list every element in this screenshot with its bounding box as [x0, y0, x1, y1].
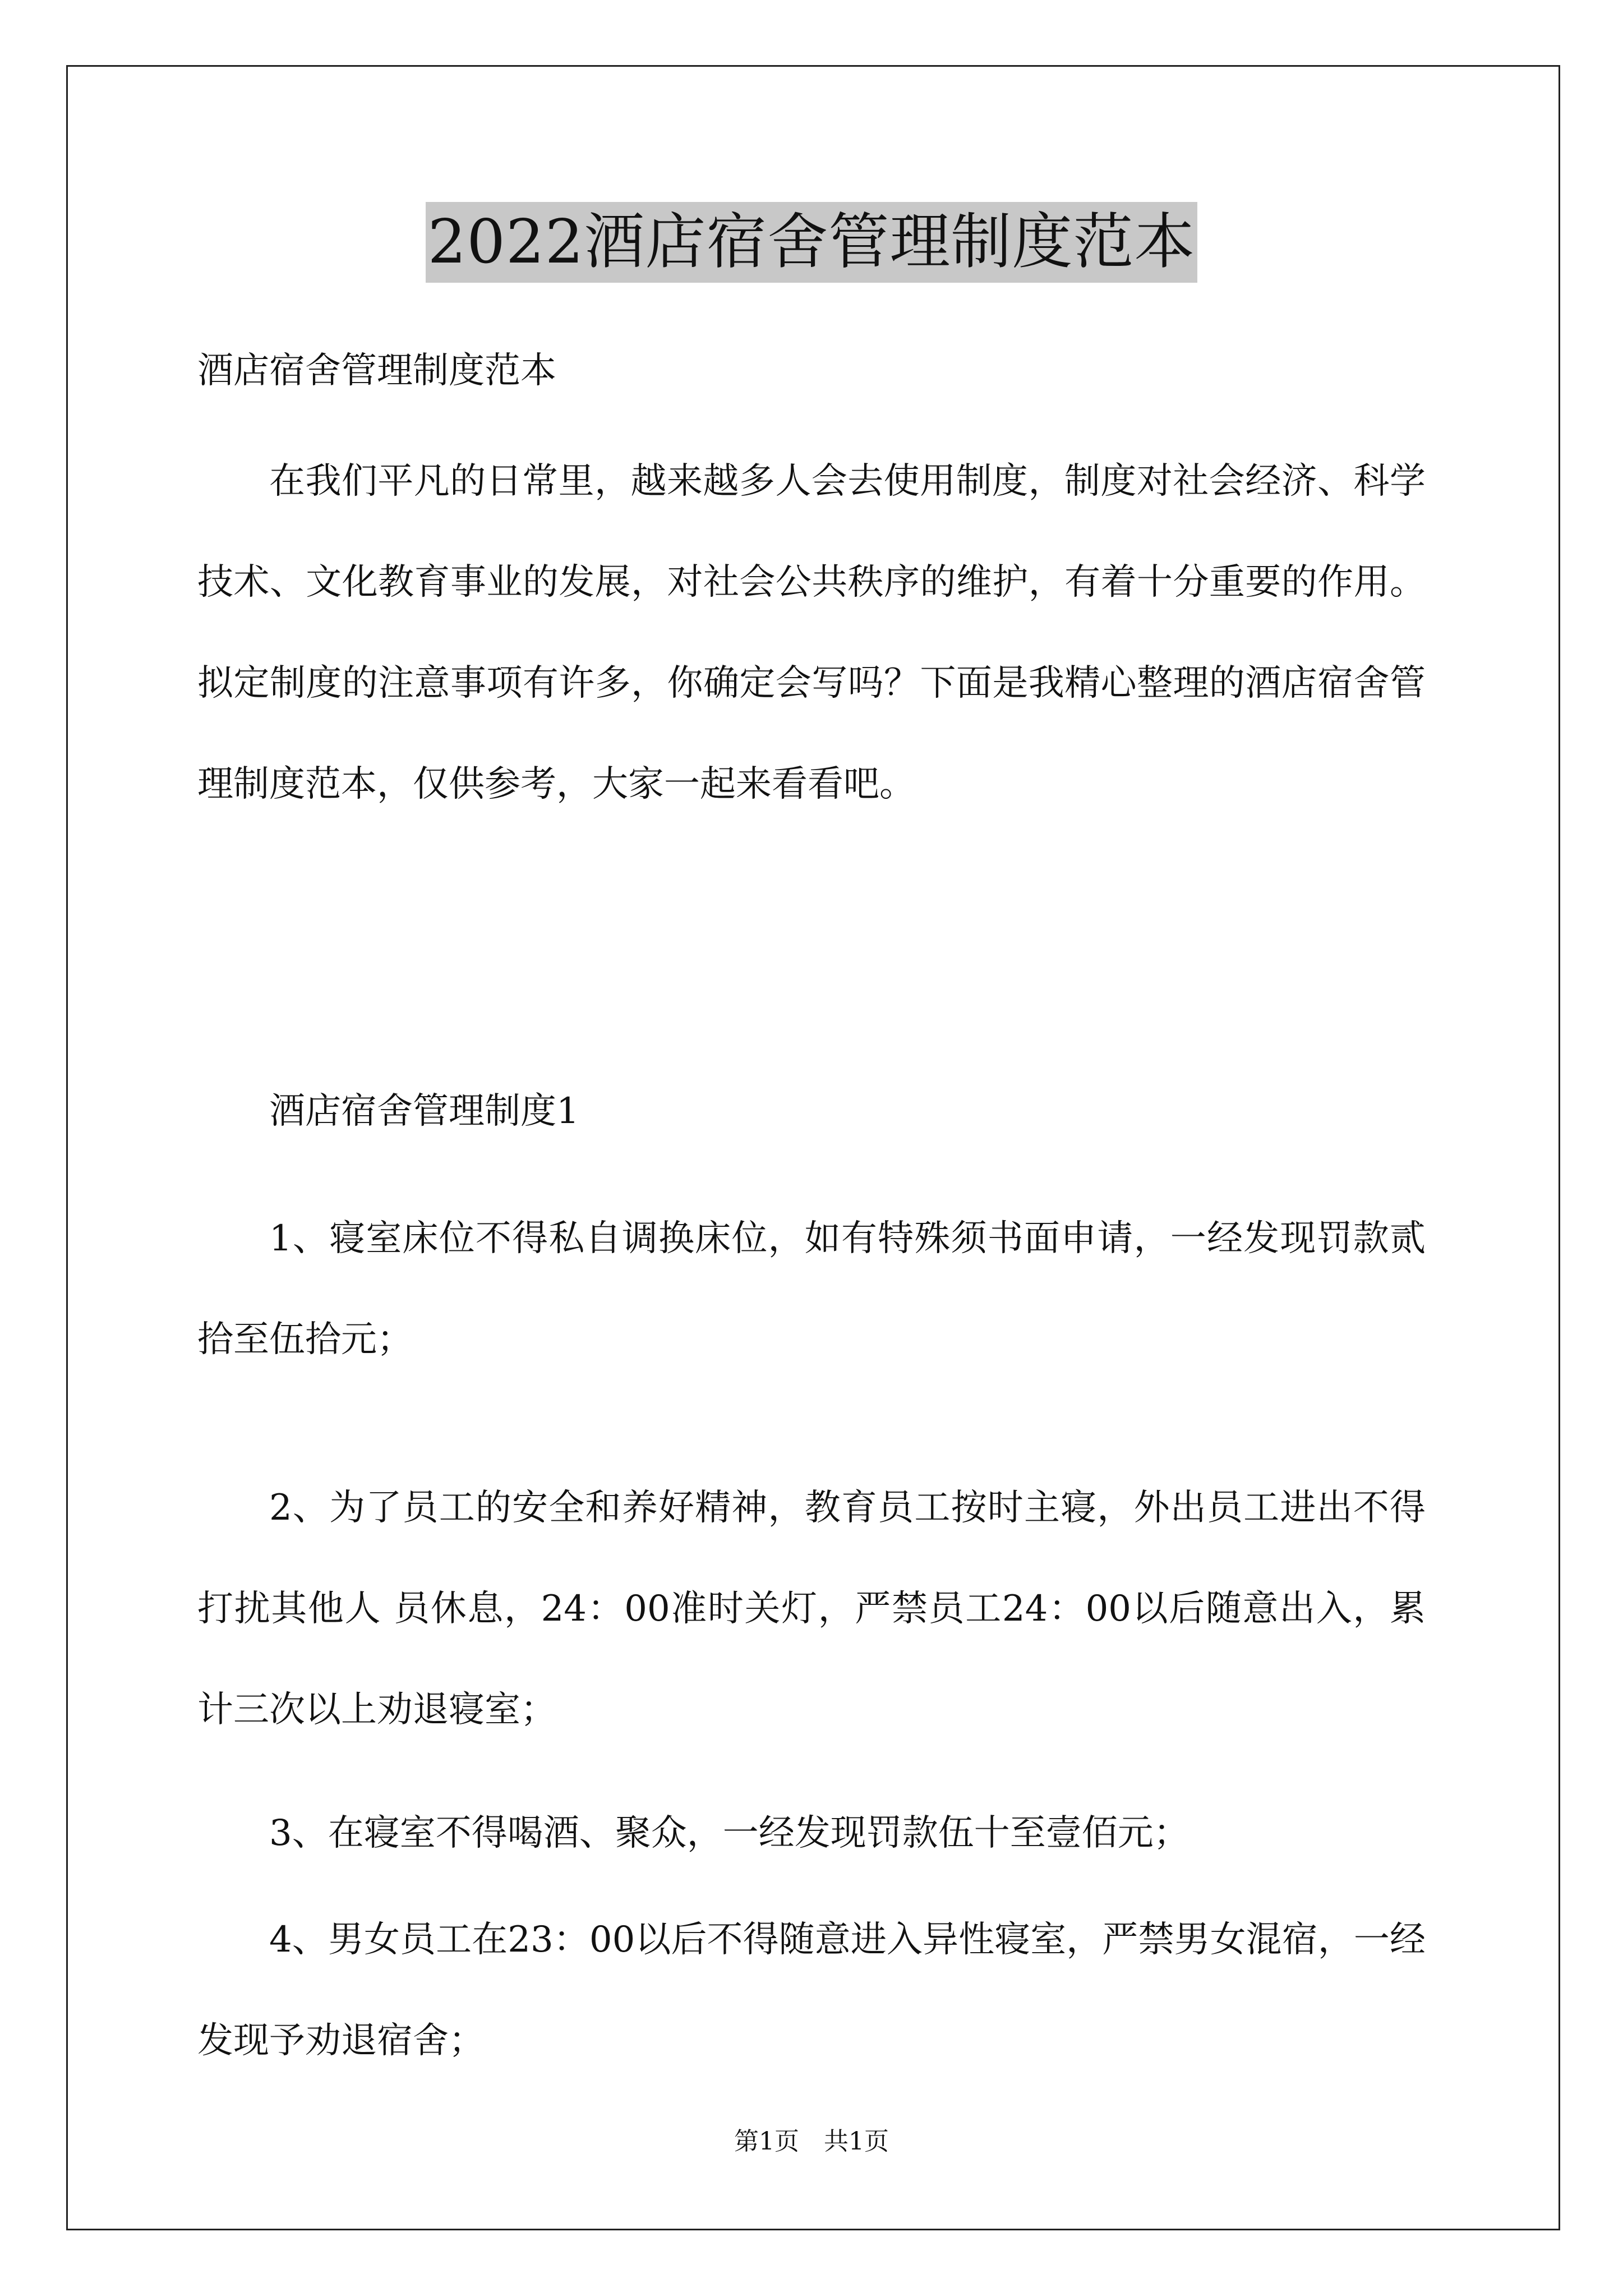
intro-paragraph: 在我们平凡的日常里，越来越多人会去使用制度，制度对社会经济、科学技术、文化教育事业的发展，对社会公共秩序的维护，有着十分重要的作用。拟定制度的注意事项有许多，你确定会写吗？下面是我精心整理的酒店宿舍管理制度范本，仅供参考，大家一起来看看吧。 — [197, 461, 1426, 805]
title-container — [0, 202, 1623, 283]
document-title: 2022酒店宿舍管理制度范本 — [426, 202, 1198, 283]
rule-item: 3、在寝室不得喝酒、聚众，一经发现罚款伍十至壹佰元； — [269, 1812, 1189, 1854]
rule-item: 2、为了员工的安全和养好精神，教育员工按时主寝，外出员工进出不得打扰其他人 员休息，24：00准时关灯，严禁员工24：00以后随意出入，累计三次以上劝退寝室； — [197, 1487, 1426, 1731]
rule-item: 1、寝室床位不得私自调换床位，如有特殊须书面申请，一经发现罚款贰拾至伍拾元； — [197, 1218, 1426, 1360]
rule-item: 4、男女员工在23：00以后不得随意进入异性寝室，严禁男女混宿，一经发现予劝退宿舍； — [197, 1919, 1426, 2062]
section-heading: 酒店宿舍管理制度1 — [269, 1091, 579, 1132]
page-footer: 第1页 共1页 — [734, 2127, 889, 2156]
document-subtitle: 酒店宿舍管理制度范本 — [197, 350, 556, 392]
